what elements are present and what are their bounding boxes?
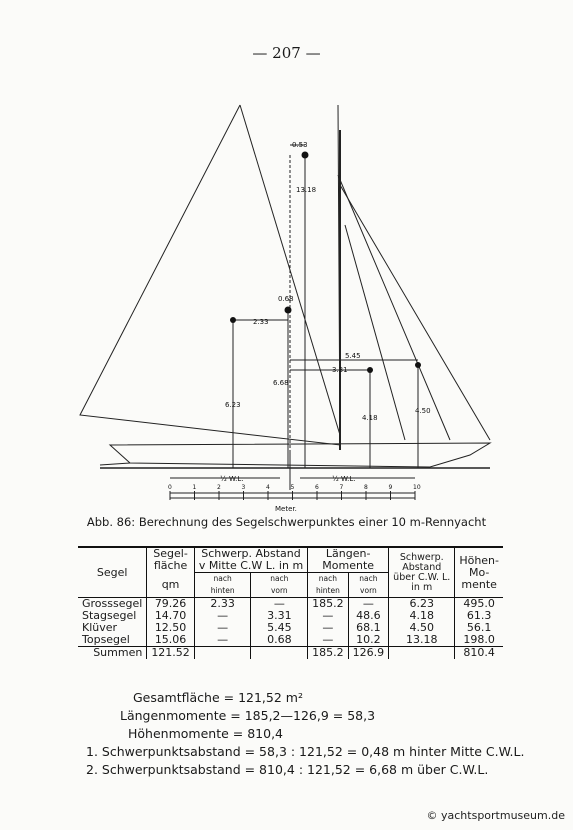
scale-tick-label: 7 [339,484,344,491]
label-top-offset: 0.53 [292,141,308,149]
label-kluver-offset: 5.45 [345,352,361,360]
sail-table [78,546,503,659]
scale-tick-label: 3 [241,484,246,491]
stag-sail [345,225,405,440]
sail-plan-figure [70,95,510,515]
label-total-height: 6.68 [273,379,289,387]
scale-tick-label: 5 [290,484,295,491]
scale-tick-label: 0 [168,484,172,491]
label-mast-height: 13.18 [296,186,317,194]
label-scale-unit: Meter. [275,505,297,513]
label-stag-height: 4.18 [362,414,378,422]
scale-tick-label: 1 [192,484,197,491]
table-row: Klüver 12.50 — 5.45 — 68.1 4.50 56.1 [78,622,503,634]
label-kluver-height: 4.50 [415,407,431,415]
scale-tick-label: 2 [217,484,221,491]
page-number: — 207 — [252,44,321,62]
label-jib-top-offset: 0.68 [278,295,294,303]
formula-schwerpunkt-2: 2. Schwerpunktsabstand = 810,4 : 121,52 = 6,68 m über C.W.L. [86,762,489,777]
label-half-wl-right: ½ W.L. [332,475,356,483]
th-ab-hinten: nach hinten [194,573,251,598]
scale-tick-label: 8 [364,484,368,491]
formula-laengenmomente: Längenmomente = 185,2—126,9 = 58,3 [120,708,376,723]
table-row-summen: Summen 121.52 185.2 126.9 810.4 [78,647,503,660]
main-sail [80,105,340,445]
th-schwerp-ueber: Schwerp. Abstand über C.W. L. in m [389,547,455,598]
hull [110,443,490,467]
formula-gesamtflaeche: Gesamtfläche = 121,52 m² [133,690,303,705]
watermark: © yachtsportmuseum.de [426,809,565,822]
th-lm-hinten: nach hinten [308,573,349,598]
th-segel: Segel [96,565,128,579]
label-stag-offset: 3.31 [332,366,348,374]
table-row: Grosssegel 79.26 2.33 — 185.2 — 6.23 495.0 [78,598,503,611]
th-abstand: Schwerp. Abstand v Mitte C.W L. in m [194,547,307,573]
th-flaeche-unit: qm [147,573,195,598]
scale-tick-label: 6 [315,484,319,491]
scale-tick-label: 4 [266,484,270,491]
formula-hoehenmomente: Höhenmomente = 810,4 [128,726,283,741]
scale-tick-label: 9 [388,484,393,491]
table-row: Topsegel 15.06 — 0.68 — 10.2 13.18 198.0 [78,634,503,647]
th-lm-vorn: nach vorn [348,573,389,598]
label-half-wl-left: ½ W.L. [220,475,244,483]
th-laengen: Längen- Momente [308,547,389,573]
th-flaeche: Segel- fläche [147,547,195,573]
table-row: Stagsegel 14.70 — 3.31 — 48.6 4.18 61.3 [78,610,503,622]
th-ab-vorn: nach vorn [251,573,308,598]
label-main-offset: 2.33 [253,318,269,326]
label-main-height: 6.23 [225,401,241,409]
formula-schwerpunkt-1: 1. Schwerpunktsabstand = 58,3 : 121,52 = 0,48 m hinter Mitte C.W.L. [86,744,525,759]
jib-sail [340,185,490,440]
scale-tick-label: 10 [413,484,421,491]
th-hoehen: Höhen- Mo- mente [455,547,503,598]
figure-caption: Abb. 86: Berechnung des Segelschwerpunktes einer 10 m-Rennyacht [86,515,487,529]
